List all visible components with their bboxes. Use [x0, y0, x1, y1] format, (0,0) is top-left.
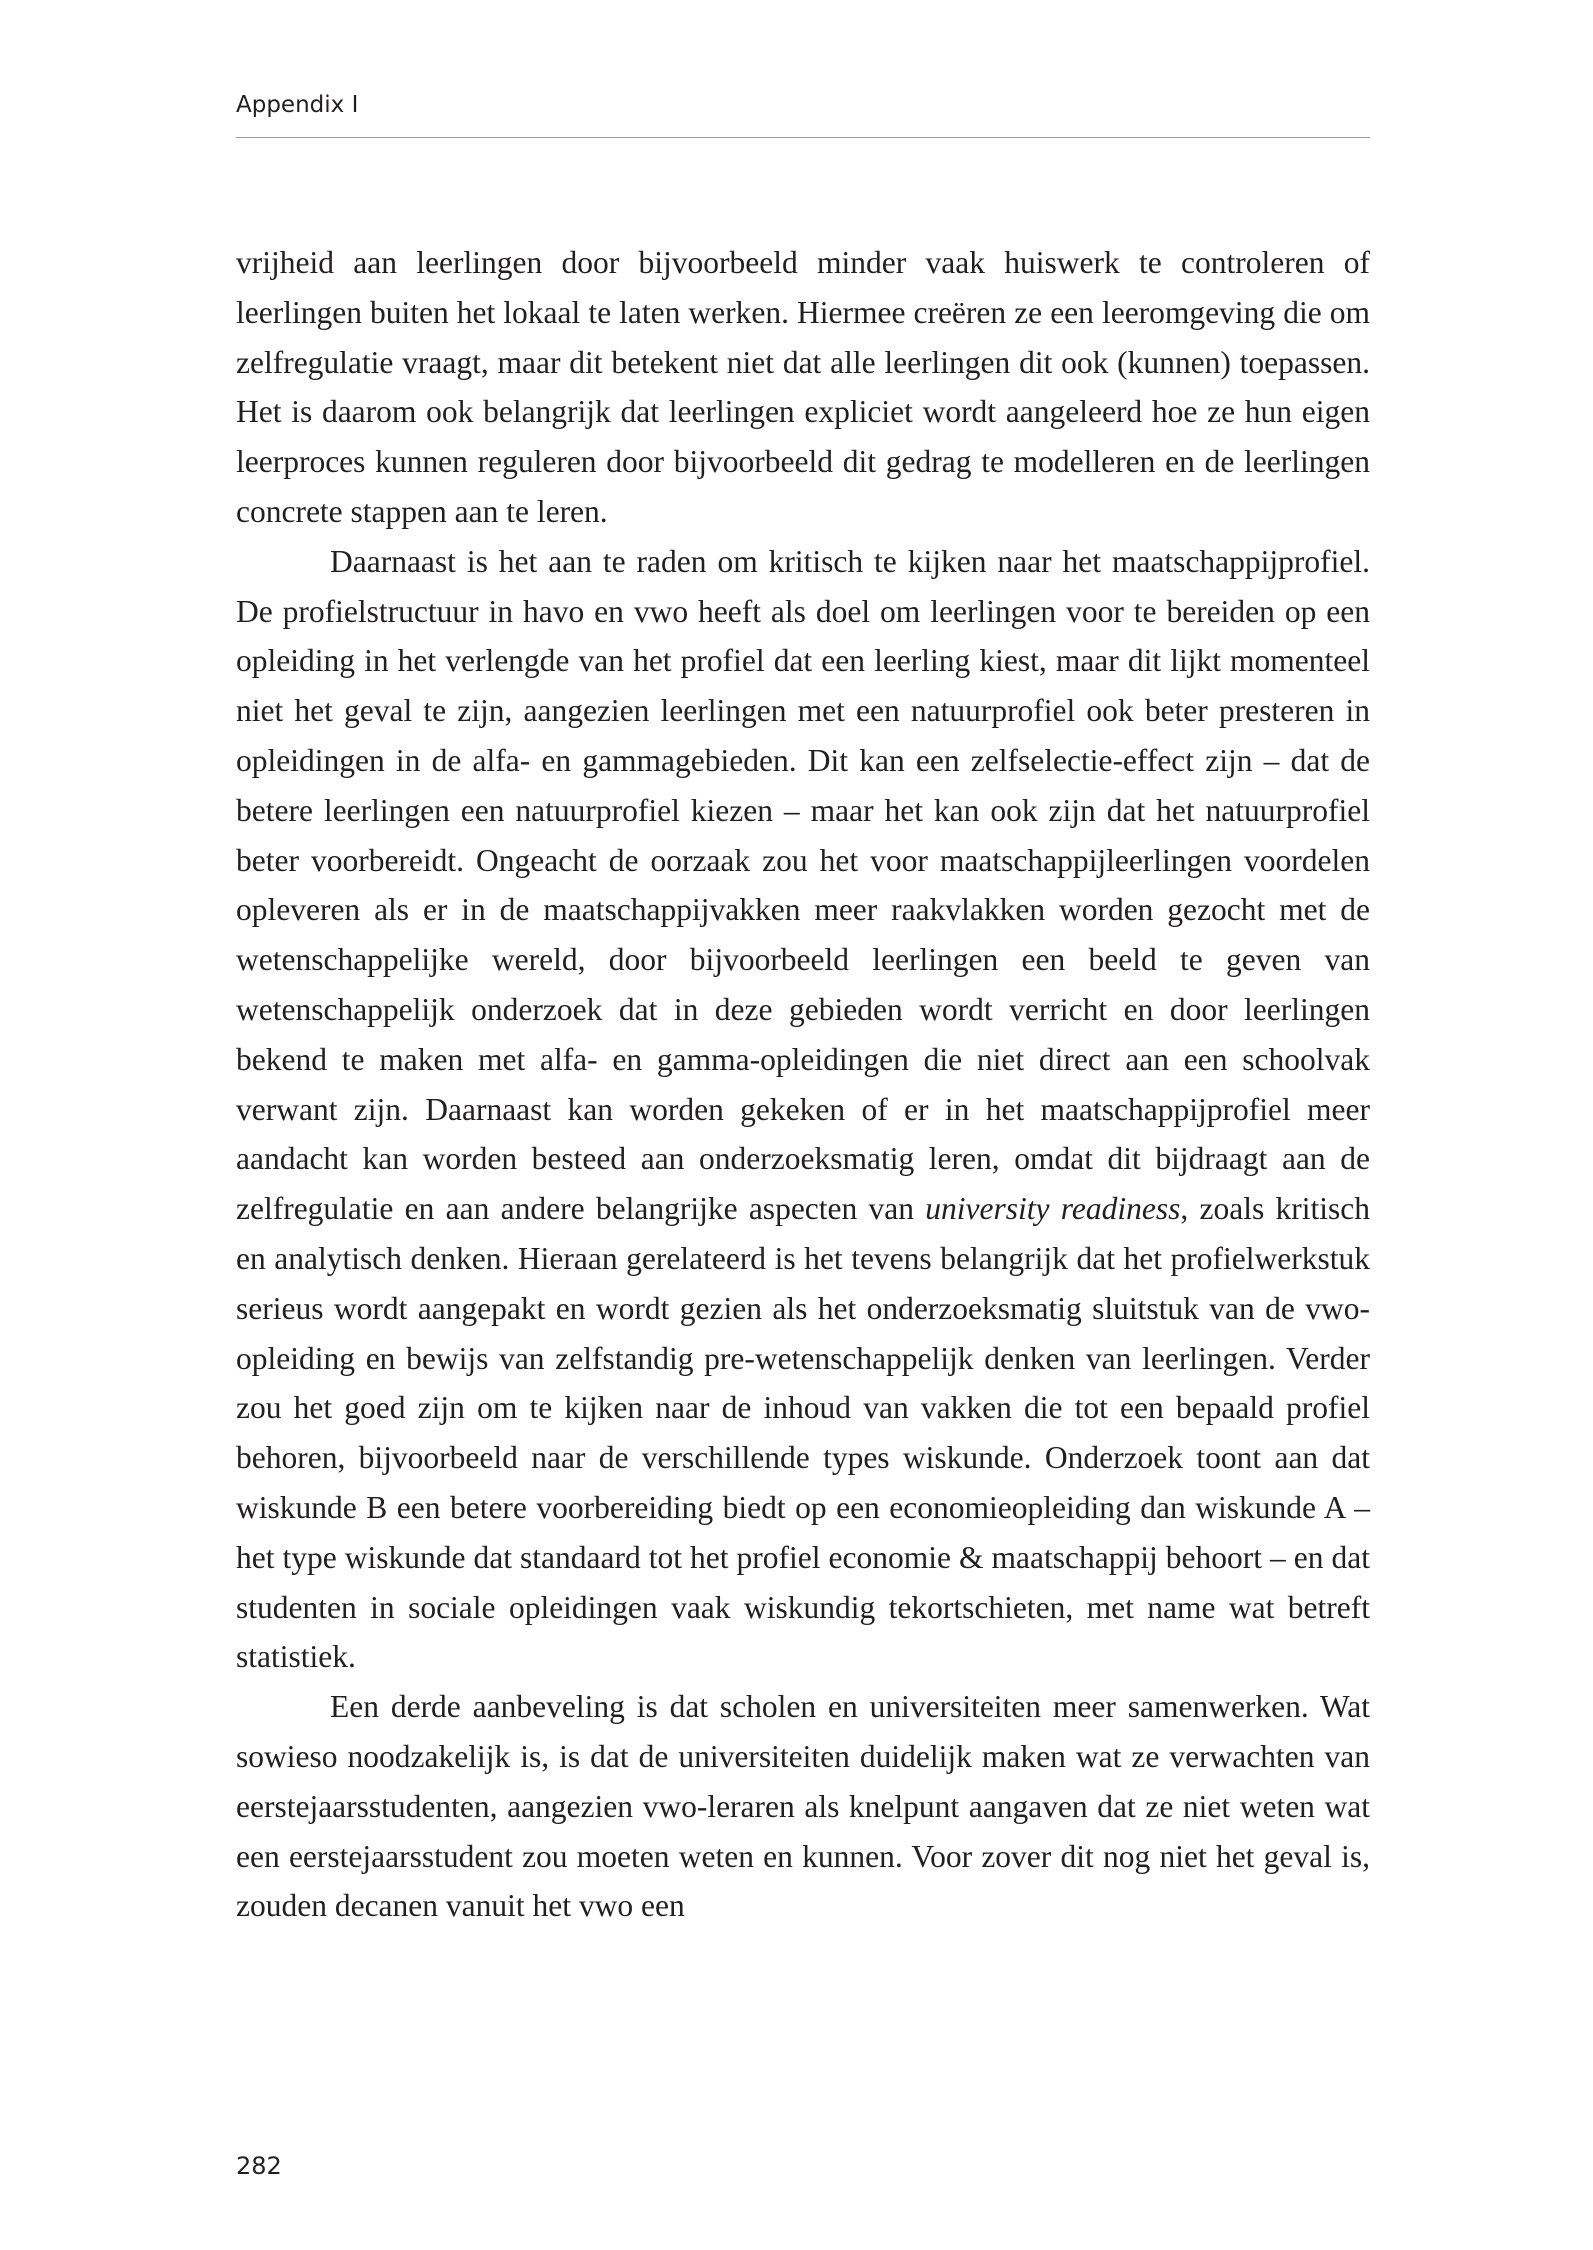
paragraph-1: vrijheid aan leerlingen door bijvoorbeeld minder vaak huiswerk te controleren of leerlingen buiten het lokaal te laten werken. Hiermee creëren ze een leeromgeving die om zelfregulatie vraagt, maar dit betekent niet dat alle leerlingen dit ook (kunnen) toepassen. Het is daarom ook belangrijk dat leerlingen expliciet wordt aangeleerd hoe ze hun eigen leerproces kunnen reguleren door bijvoorbeeld dit gedrag te modelleren en de leerlingen concrete stappen aan te leren.: [236, 245, 1370, 529]
body-text: [236, 238, 1370, 1931]
page-number: 282: [236, 2152, 282, 2180]
paragraph-2: [236, 537, 1370, 1682]
paragraph-2-text-after: , zoals kritisch en analytisch denken. Hieraan gerelateerd is het tevens belangrijk dat het profielwerkstuk serieus wordt aangepakt en wordt gezien als het onderzoeksmatig sluitstuk van de vwo-opleiding en bewijs van zelfstandig pre-wetenschappelijk denken van leerlingen. Verder zou het goed zijn om te kijken naar de inhoud van vakken die tot een bepaald profiel behoren, bijvoorbeeld naar de verschillende types wiskunde. Onderzoek toont aan dat wiskunde B een betere voorbereiding biedt op een economieopleiding dan wiskunde A – het type wiskunde dat standaard tot het profiel economie & maatschappij behoort – en dat studenten in sociale opleidingen vaak wiskundig tekortschieten, met name wat betreft statistiek.: [236, 1191, 1370, 1675]
paragraph-3: Een derde aanbeveling is dat scholen en universiteiten meer samenwerken. Wat sowieso noodzakelijk is, is dat de universiteiten duidelijk maken wat ze verwachten van eerstejaarsstudenten, aangezien vwo-leraren als knelpunt aangaven dat ze niet weten wat een eerstejaarsstudent zou moeten weten en kunnen. Voor zover dit nog niet het geval is, zouden decanen vanuit het vwo een: [236, 1689, 1370, 1924]
paragraph-2-text-before: Daarnaast is het aan te raden om kritisch te kijken naar het maatschappijprofiel. De profielstructuur in havo en vwo heeft als doel om leerlingen voor te bereiden op een opleiding in het verlengde van het profiel dat een leerling kiest, maar dit lijkt momenteel niet het geval te zijn, aangezien leerlingen met een natuurprofiel ook beter presteren in opleidingen in de alfa- en gammagebieden. Dit kan een zelfselectie-effect zijn – dat de betere leerlingen een natuurprofiel kiezen – maar het kan ook zijn dat het natuurprofiel beter voorbereidt. Ongeacht de oorzaak zou het voor maatschappijleerlingen voordelen opleveren als er in de maatschappijvakken meer raakvlakken worden gezocht met de wetenschappelijke wereld, door bijvoorbeeld leerlingen een beeld te geven van wetenschappelijk onderzoek dat in deze gebieden wordt verricht en door leerlingen bekend te maken met alfa- en gamma-opleidingen die niet direct aan een schoolvak verwant zijn. Daarnaast kan worden gekeken of er in het maatschappijprofiel meer aandacht kan worden besteed aan onderzoeksmatig leren, omdat dit bijdraagt aan de zelfregulatie en aan andere belangrijke aspecten van: [236, 543, 1370, 1227]
running-header: [236, 92, 1370, 138]
paragraph-2-italic-term: university readiness: [925, 1191, 1181, 1227]
running-header-title: Appendix I: [236, 92, 359, 118]
